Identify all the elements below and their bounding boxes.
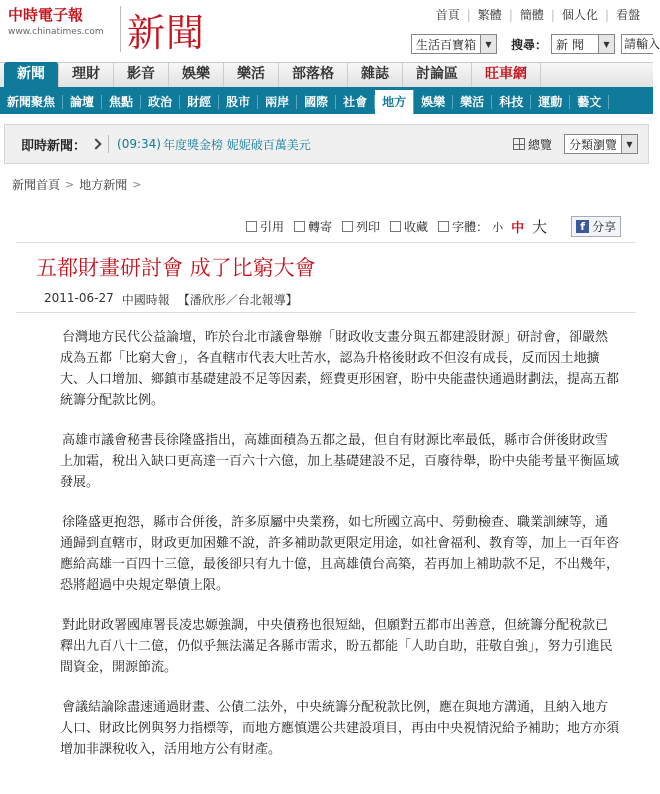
- breaking-tools: [513, 134, 638, 154]
- divider: |: [550, 7, 555, 22]
- subnav-item-headlines[interactable]: 焦點: [102, 95, 141, 109]
- chevron-right-icon[interactable]: [90, 138, 101, 149]
- divider: |: [508, 7, 513, 22]
- chevron-right-icon: >: [132, 178, 142, 191]
- subnav-item-sports[interactable]: 運動: [531, 95, 570, 109]
- site-header: [0, 0, 660, 62]
- font-icon: [438, 221, 449, 232]
- quote-label: 引用: [260, 220, 285, 234]
- top-links: [429, 6, 647, 23]
- print-label: 列印: [356, 220, 381, 234]
- subnav-item-society[interactable]: 社會: [336, 95, 375, 109]
- mail-icon: [294, 221, 305, 232]
- save-label: 收藏: [404, 220, 429, 234]
- top-link-home[interactable]: 首頁: [435, 8, 460, 22]
- facebook-share-button[interactable]: [571, 216, 621, 237]
- divider: |: [466, 7, 471, 22]
- breaking-headline[interactable]: 年度獎金榜 妮妮破百萬美元: [162, 137, 311, 152]
- tab-news[interactable]: 新聞: [4, 62, 59, 87]
- top-link-personalize[interactable]: 個人化: [561, 8, 598, 22]
- article-author: 【潘欣彤／台北報導】: [177, 293, 298, 307]
- article-paragraph: 台灣地方民代公益論壇，昨於台北市議會舉辦「財政收支畫分與五都建設財源」研討會，卻嚴然成為五都「比窮大會」，各直轄市代表大吐苦水，認為升格後財政不但沒有成長，反而因土地擴大、人口增加、鄉鎮市基礎建設不足等因素，經費更形困窘，盼中央能盡快通過財劃法，提高五都統籌分配款比例。: [60, 330, 620, 408]
- quote-icon: [246, 221, 257, 232]
- save-button[interactable]: [390, 218, 428, 235]
- breaking-time: (09:34): [117, 137, 161, 151]
- tab-video[interactable]: 影音: [114, 62, 169, 87]
- subnav-item-politics[interactable]: 政治: [141, 95, 180, 109]
- subnav-item-focus[interactable]: 新聞聚焦: [0, 95, 63, 109]
- print-icon: [342, 221, 353, 232]
- font-size-control: [438, 216, 551, 237]
- article-body: [60, 327, 620, 779]
- logo-divider: [120, 6, 121, 52]
- subnav-item-tech[interactable]: 科技: [492, 95, 531, 109]
- overview-link[interactable]: 總覽: [527, 137, 552, 152]
- font-medium-button[interactable]: 中: [511, 221, 525, 236]
- article-source: 中國時報: [121, 293, 170, 307]
- search-label: 搜尋：: [510, 37, 547, 52]
- top-link-traditional[interactable]: 繁體: [477, 8, 502, 22]
- font-size-label: 字體：: [452, 220, 489, 234]
- divider: [16, 242, 636, 243]
- print-button[interactable]: [342, 218, 380, 235]
- breadcrumb: [12, 176, 146, 193]
- chevron-down-icon: ▼: [480, 35, 496, 53]
- search-input[interactable]: 請輸入: [621, 34, 653, 54]
- subnav-item-economy[interactable]: 財經: [180, 95, 219, 109]
- tab-finance[interactable]: 理財: [59, 62, 114, 87]
- search-row: [411, 34, 660, 54]
- breaking-news-bar: [4, 124, 649, 164]
- search-scope-select[interactable]: [551, 34, 615, 54]
- breadcrumb-home[interactable]: 新聞首頁: [12, 178, 61, 192]
- tab-lifestyle[interactable]: 樂活: [224, 62, 279, 87]
- article-paragraph: 徐隆盛更抱怨，縣市合併後，許多原屬中央業務，如七所國立高中、勞動檢查、職業訓練等，通通歸到直轄市，財政更加困難不說，許多補助款更限定用途，如社會福利、教育等，加上一百年咨應給高雄一百四十三億，最後卻只有九十億，且高雄債台高築，若再加上補助款不足，不出幾年，恐將超過中央規定舉債上限。: [60, 515, 620, 593]
- facebook-icon: f: [576, 220, 589, 233]
- divider: |: [604, 7, 609, 22]
- section-title: 新聞: [127, 11, 206, 55]
- article-paragraph: 對此財政署國庫署長凌忠嫄強調，中央債務也很短絀，但願對五都市出善意，但統籌分配稅款已釋出九百八十二億，仍似乎無法滿足各縣市需求，盼五都能「人助自助，莊敬自強」，努力引進民間資金，開源節流。: [60, 618, 613, 675]
- chinatimes-logo[interactable]: [8, 4, 120, 52]
- tab-magazine[interactable]: 雜誌: [348, 62, 403, 87]
- font-small-button[interactable]: 小: [492, 220, 504, 234]
- repost-button[interactable]: [294, 218, 332, 235]
- breaking-label: 即時新聞：: [21, 138, 87, 154]
- subnav-item-cross-strait[interactable]: 兩岸: [258, 95, 297, 109]
- chevron-down-icon: ▼: [598, 35, 614, 53]
- chevron-right-icon: >: [65, 178, 75, 191]
- tab-entertainment[interactable]: 娛樂: [169, 62, 224, 87]
- repost-label: 轉寄: [308, 220, 333, 234]
- article-title: 五都財畫研討會 成了比窮大會: [36, 256, 316, 280]
- tab-blog[interactable]: 部落格: [279, 62, 348, 87]
- subnav-item-arts[interactable]: 藝文: [570, 95, 609, 109]
- top-link-stocks[interactable]: 看盤: [615, 8, 640, 22]
- article-paragraph: 會議結論除盡速通過財畫、公債二法外，中央統籌分配稅款比例，應在與地方溝通，且納入地方人口、財政比例與努力指標等，而地方應慎選公共建設項目，再由中央視情況給予補助；地方亦須增加非課稅收入，活用地方公有財產。: [60, 700, 620, 757]
- sub-nav: [0, 90, 653, 114]
- divider: [16, 312, 636, 313]
- article-meta: [44, 291, 306, 308]
- article-paragraph: 高雄市議會秘書長徐隆盛指出，高雄面積為五都之最，但自有財源比率最低，縣市合併後財政雪上加霜，稅出入缺口更高達一百六十六億，加上基礎建設不足，百廢待舉，盼中央能考量平衡區域發展。: [60, 433, 620, 490]
- article-date: 2011-06-27: [44, 291, 114, 305]
- browse-select-value: 分類瀏覽: [568, 137, 617, 152]
- chevron-down-icon: ▼: [621, 135, 637, 153]
- logo-text: 中時電子報: [8, 6, 84, 24]
- channel-select[interactable]: [411, 34, 497, 54]
- bookmark-icon: [390, 221, 401, 232]
- quote-button[interactable]: [246, 218, 284, 235]
- search-scope-value: 新 聞: [556, 37, 584, 52]
- subnav-item-forum[interactable]: 論壇: [63, 95, 102, 109]
- tab-forum[interactable]: 討論區: [403, 62, 472, 87]
- subnav-item-international[interactable]: 國際: [297, 95, 336, 109]
- article-tools: [246, 216, 621, 237]
- tab-cars[interactable]: 旺車網: [472, 62, 541, 87]
- font-large-button[interactable]: 大: [532, 218, 548, 236]
- logo-url: www.chinatimes.com: [8, 27, 104, 37]
- grid-icon: [513, 138, 525, 150]
- subnav-item-entertainment[interactable]: 娛樂: [414, 95, 453, 109]
- main-nav: [0, 62, 653, 90]
- divider: [108, 135, 109, 153]
- breadcrumb-local-news[interactable]: 地方新聞: [79, 178, 128, 192]
- channel-select-value: 生活百寶箱: [415, 37, 476, 52]
- subnav-item-stocks[interactable]: 股市: [219, 95, 258, 109]
- top-link-simplified[interactable]: 簡體: [519, 8, 544, 22]
- subnav-item-local[interactable]: 地方: [375, 90, 414, 114]
- browse-category-select[interactable]: [564, 134, 638, 154]
- subnav-item-lifestyle[interactable]: 樂活: [453, 95, 492, 109]
- share-label: 分享: [592, 220, 617, 234]
